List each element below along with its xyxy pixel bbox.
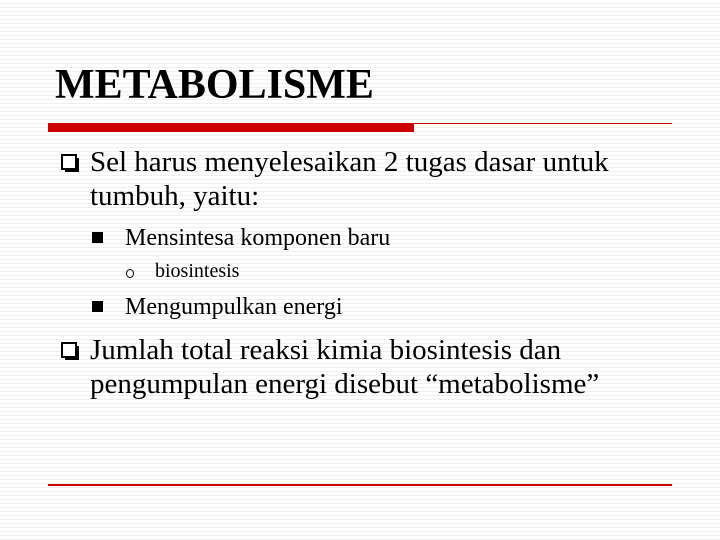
sub-bullet-mengumpulkan bbox=[92, 292, 612, 322]
bullet-text-line-2: tumbuh, yaitu: bbox=[90, 180, 260, 212]
sub-sub-bullet-text: biosintesis bbox=[155, 260, 240, 282]
bullet-text-line-1: Sel harus menyelesaikan 2 tugas dasar untuk bbox=[90, 146, 609, 178]
title-divider-thick bbox=[48, 123, 414, 132]
sub-bullet-mensintesa bbox=[92, 223, 612, 253]
sub-sub-bullet-biosintesis bbox=[126, 259, 526, 283]
bullet-text-line-1: Jumlah total reaksi kimia biosintesis dan bbox=[90, 334, 562, 366]
bullet-sel-tugas bbox=[60, 145, 640, 213]
sub-bullet-text: Mengumpulkan energi bbox=[125, 294, 343, 320]
title-divider-thin bbox=[414, 123, 672, 124]
bullet-text-line-2: pengumpulan energi disebut “metabolisme” bbox=[90, 368, 600, 400]
filled-square-bullet-icon bbox=[92, 232, 103, 243]
bullet-jumlah-reaksi bbox=[60, 333, 640, 401]
circle-bullet-icon bbox=[126, 269, 134, 278]
filled-square-bullet-icon bbox=[92, 301, 103, 312]
title-divider bbox=[48, 123, 672, 132]
hollow-box-bullet-icon bbox=[61, 154, 77, 170]
sub-bullet-text: Mensintesa komponen baru bbox=[125, 225, 391, 251]
footer-divider bbox=[48, 484, 672, 486]
slide-title: METABOLISME bbox=[55, 62, 374, 108]
hollow-box-bullet-icon bbox=[61, 342, 77, 358]
